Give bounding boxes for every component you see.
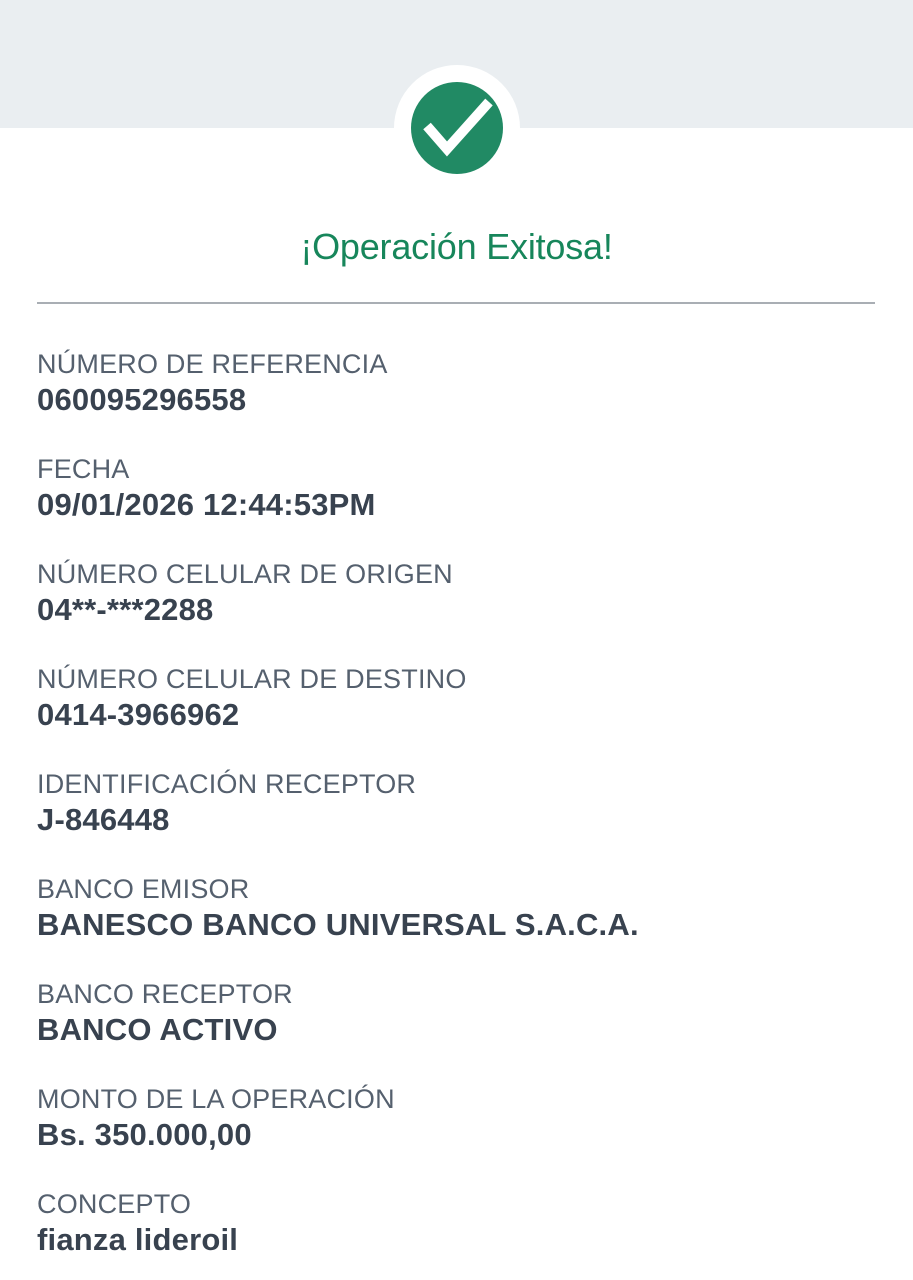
check-icon bbox=[411, 80, 503, 177]
field-label: NÚMERO DE REFERENCIA bbox=[37, 349, 388, 379]
field-row bbox=[37, 663, 873, 734]
field-value: 0414-3966962 bbox=[37, 697, 240, 732]
success-circle bbox=[411, 82, 503, 174]
field-row bbox=[37, 873, 873, 944]
field-value: 060095296558 bbox=[37, 382, 247, 417]
fields-list bbox=[0, 304, 913, 1259]
field-value: BANCO ACTIVO bbox=[37, 1012, 278, 1047]
field-label: FECHA bbox=[37, 454, 130, 484]
field-value: Bs. 350.000,00 bbox=[37, 1117, 252, 1152]
header-band bbox=[0, 0, 913, 128]
field-row bbox=[37, 453, 873, 524]
field-row bbox=[37, 1083, 873, 1154]
field-label: CONCEPTO bbox=[37, 1189, 192, 1219]
success-badge bbox=[394, 65, 520, 191]
field-row bbox=[37, 978, 873, 1049]
field-label: BANCO EMISOR bbox=[37, 874, 250, 904]
field-row bbox=[37, 1188, 873, 1259]
field-value: BANESCO BANCO UNIVERSAL S.A.C.A. bbox=[37, 907, 639, 942]
field-value: 09/01/2026 12:44:53PM bbox=[37, 487, 376, 522]
field-label: MONTO DE LA OPERACIÓN bbox=[37, 1084, 395, 1114]
field-value: 04**-***2288 bbox=[37, 592, 214, 627]
field-label: BANCO RECEPTOR bbox=[37, 979, 293, 1009]
field-label: NÚMERO CELULAR DE ORIGEN bbox=[37, 559, 453, 589]
field-value: J-846448 bbox=[37, 802, 170, 837]
page-title: ¡Operación Exitosa! bbox=[300, 226, 613, 267]
field-label: IDENTIFICACIÓN RECEPTOR bbox=[37, 769, 417, 799]
field-row bbox=[37, 348, 873, 419]
field-label: NÚMERO CELULAR DE DESTINO bbox=[37, 664, 467, 694]
field-row bbox=[37, 768, 873, 839]
field-row bbox=[37, 558, 873, 629]
field-value: fianza lideroil bbox=[37, 1222, 239, 1257]
